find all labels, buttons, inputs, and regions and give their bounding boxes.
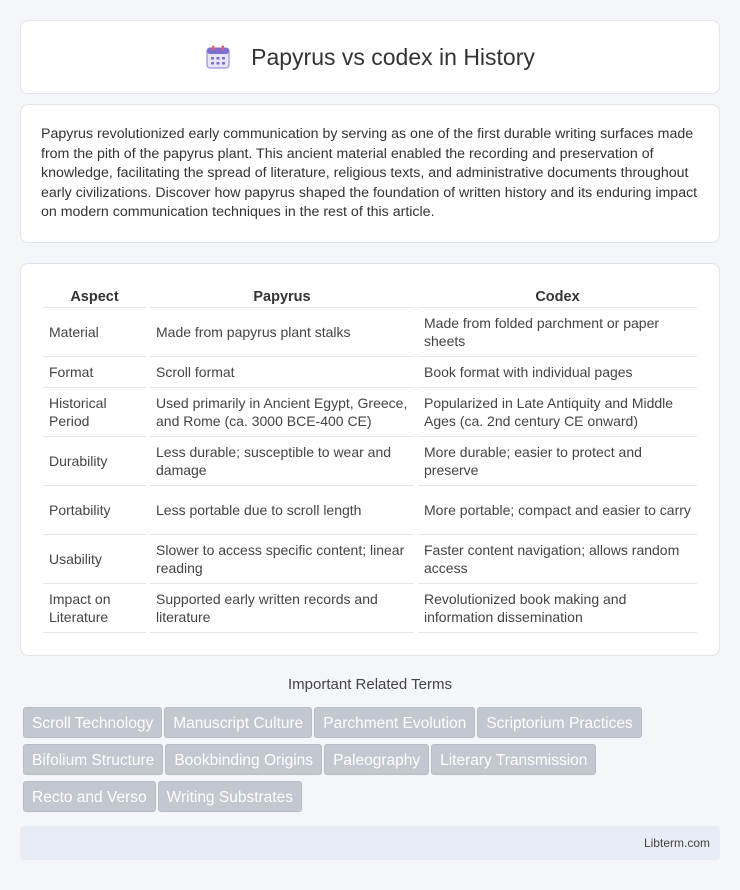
header-aspect: Aspect (43, 284, 146, 308)
comparison-table (39, 284, 701, 633)
table-row (43, 437, 697, 486)
cell-aspect: Material (43, 308, 146, 357)
cell-codex: Made from folded parchment or paper sheets (418, 308, 697, 357)
table-row (43, 388, 697, 437)
intro-text: Papyrus revolutionized early communication by serving as one of the first durable writing surfaces made from the pith of the papyrus plant. This ancient material enabled the recording and preservation of knowledge, facilitating the spread of literature, religious texts, and administrative documents throughout early civilizations. Discover how papyrus shaped the foundation of written history and its enduring impact on modern communication techniques in the rest of this article. (41, 126, 698, 221)
cell-aspect: Usability (43, 535, 146, 584)
cell-papyrus: Less portable due to scroll length (150, 486, 414, 535)
tag-scroll-technology[interactable]: Scroll Technology (23, 707, 162, 738)
cell-aspect: Format (43, 357, 146, 388)
tag-paleography[interactable]: Paleography (324, 744, 429, 775)
page-title: Papyrus vs codex in History (251, 43, 535, 70)
tag-recto-and-verso[interactable]: Recto and Verso (23, 781, 156, 812)
cell-codex: Faster content navigation; allows random access (418, 535, 697, 584)
cell-papyrus: Slower to access specific content; linear reading (150, 535, 414, 584)
related-terms-heading: Important Related Terms (288, 676, 452, 693)
header-papyrus: Papyrus (150, 284, 414, 308)
calendar-icon (205, 44, 231, 70)
table-header-row (43, 284, 697, 308)
comparison-card (20, 263, 720, 656)
table-row (43, 308, 697, 357)
related-terms-list (23, 707, 723, 818)
footer-site-link[interactable]: Libterm.com (643, 836, 710, 850)
intro-card (20, 104, 720, 243)
cell-papyrus: Made from papyrus plant stalks (150, 308, 414, 357)
tag-scriptorium-practices[interactable]: Scriptorium Practices (477, 707, 641, 738)
cell-aspect: Durability (43, 437, 146, 486)
table-row (43, 357, 697, 388)
tag-bifolium-structure[interactable]: Bifolium Structure (23, 744, 163, 775)
cell-papyrus: Less durable; susceptible to wear and damage (150, 437, 414, 486)
table-row (43, 584, 697, 633)
cell-aspect: Impact on Literature (43, 584, 146, 633)
cell-papyrus: Supported early written records and literature (150, 584, 414, 633)
table-row (43, 535, 697, 584)
tag-bookbinding-origins[interactable]: Bookbinding Origins (165, 744, 322, 775)
table-row (43, 486, 697, 535)
cell-codex: Popularized in Late Antiquity and Middle Ages (ca. 2nd century CE onward) (418, 388, 697, 437)
tag-literary-transmission[interactable]: Literary Transmission (431, 744, 596, 775)
tag-manuscript-culture[interactable]: Manuscript Culture (164, 707, 312, 738)
cell-codex: Book format with individual pages (418, 357, 697, 388)
cell-codex: More portable; compact and easier to carry (418, 486, 697, 535)
cell-papyrus: Scroll format (150, 357, 414, 388)
cell-aspect: Historical Period (43, 388, 146, 437)
cell-aspect: Portability (43, 486, 146, 535)
cell-codex: Revolutionized book making and information dissemination (418, 584, 697, 633)
cell-papyrus: Used primarily in Ancient Egypt, Greece, and Rome (ca. 3000 BCE-400 CE) (150, 388, 414, 437)
cell-codex: More durable; easier to protect and preserve (418, 437, 697, 486)
header-codex: Codex (418, 284, 697, 308)
tag-parchment-evolution[interactable]: Parchment Evolution (314, 707, 475, 738)
tag-writing-substrates[interactable]: Writing Substrates (158, 781, 302, 812)
title-card (20, 20, 720, 94)
footer (20, 826, 720, 860)
